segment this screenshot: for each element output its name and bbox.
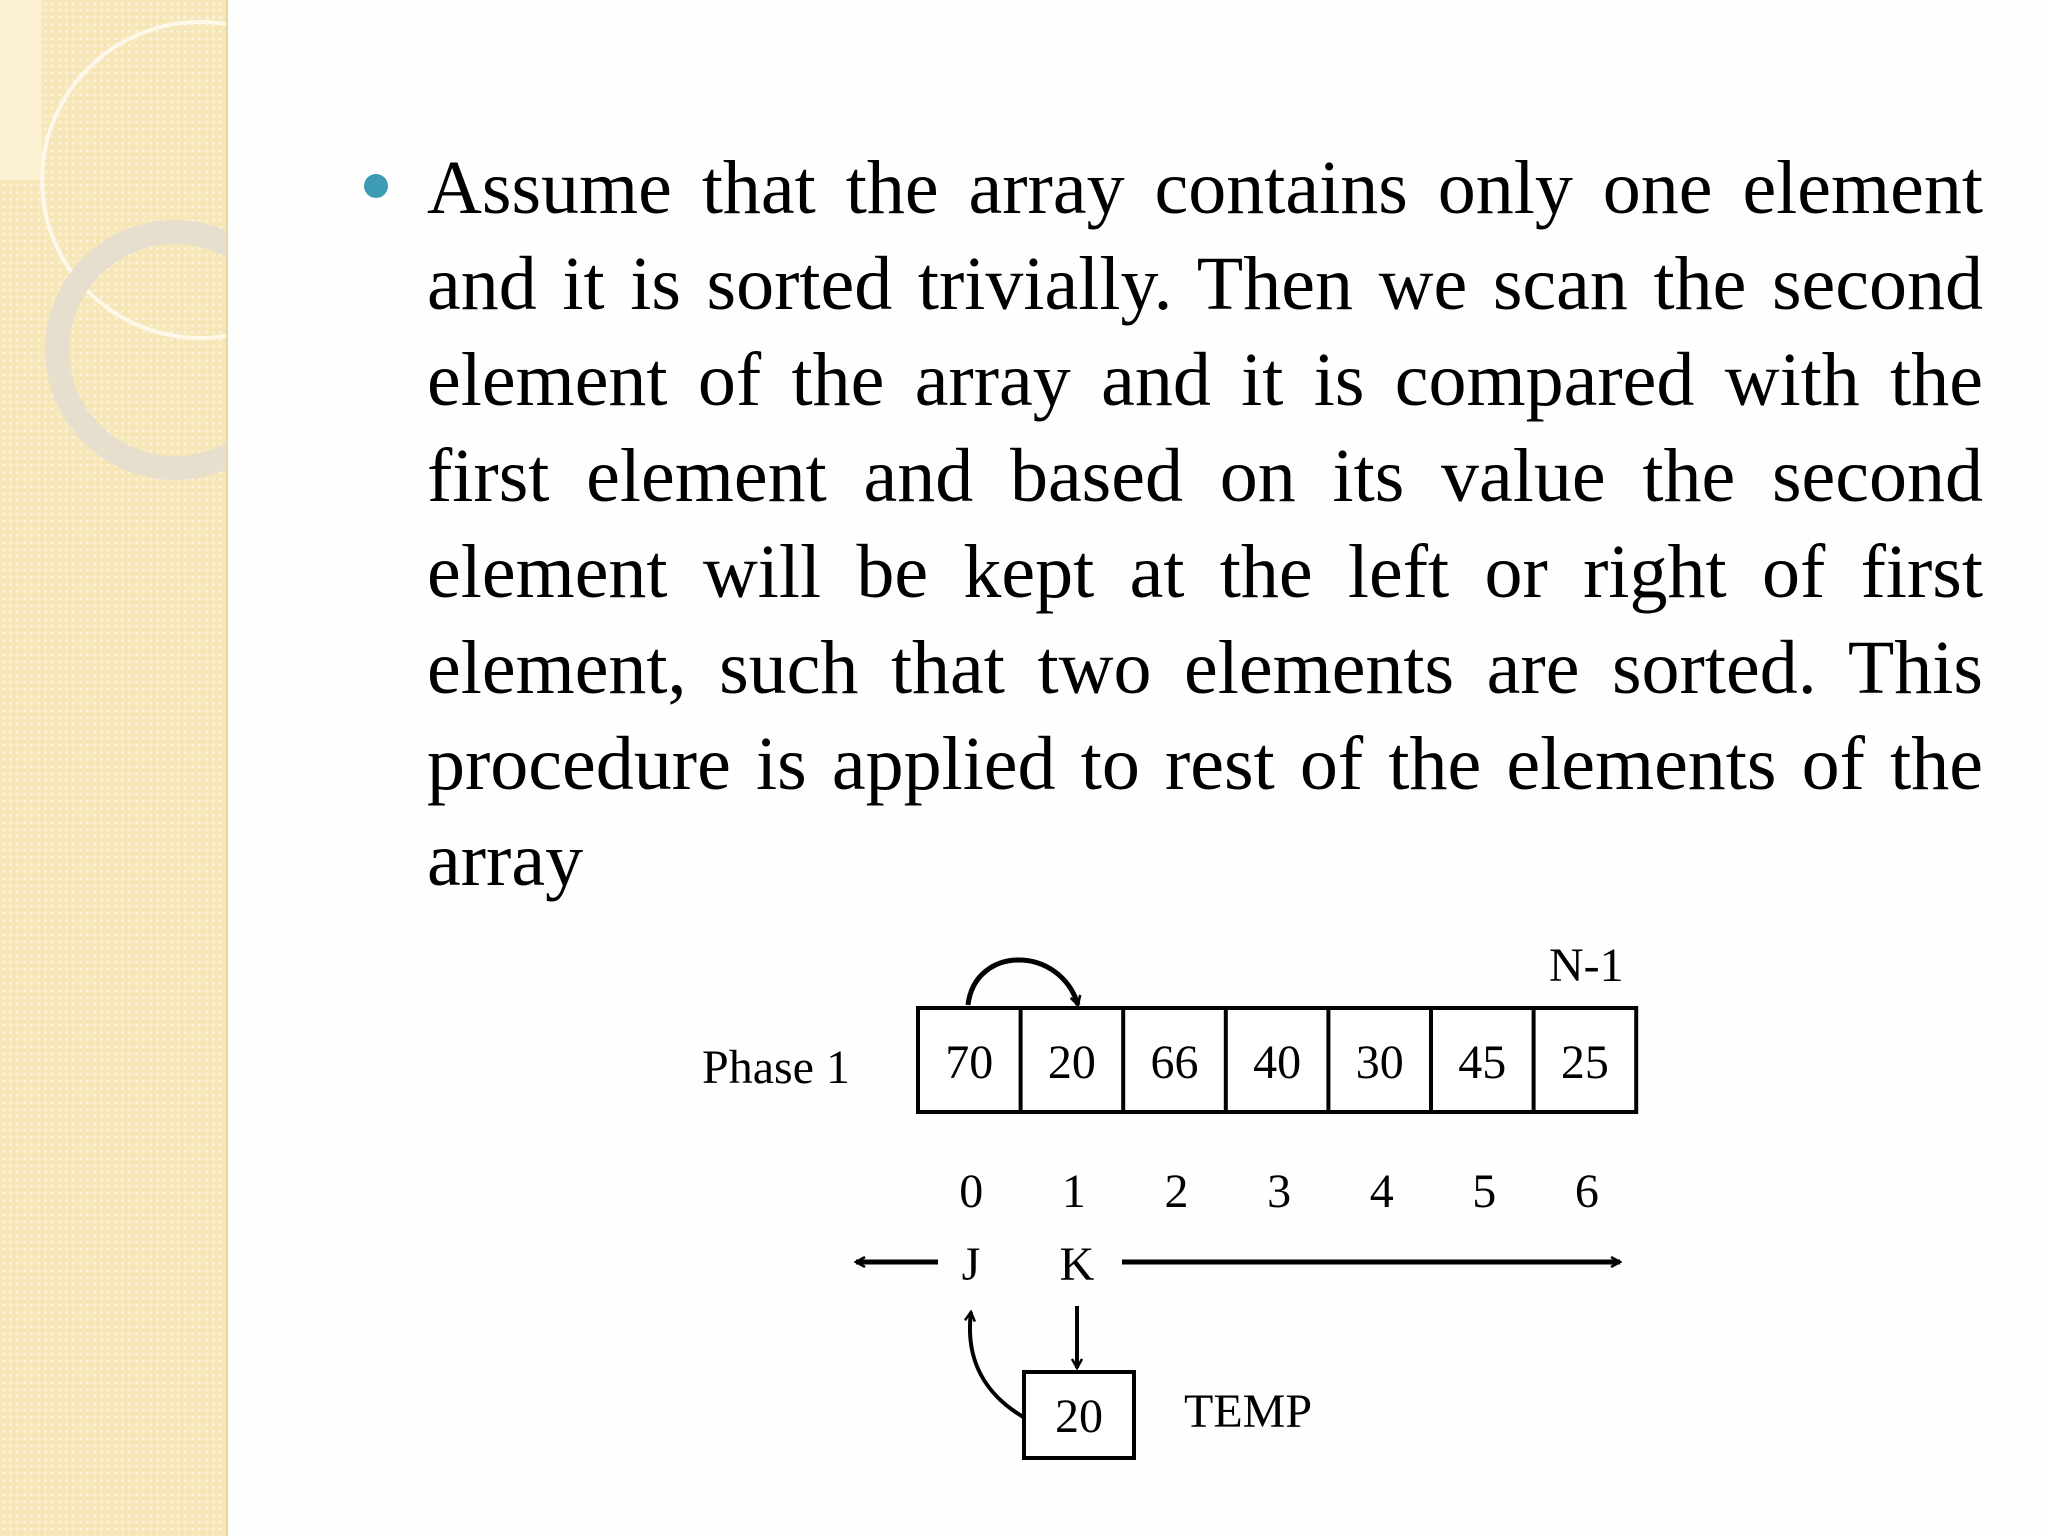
temp-to-j-arrow <box>970 1312 1025 1418</box>
bullet-paragraph: Assume that the array contains only one element and it is sorted trivially. Then we scan the second element of the array and it is compared with the first element and based on its value the second element will be kept at the left or right of first element, such that two elements are sorted. This procedure is applied to rest of the elements of the array <box>427 146 1983 902</box>
array-cell-value: 40 <box>1253 1036 1302 1089</box>
array-cell-value: 25 <box>1560 1036 1609 1089</box>
array-cell-value: 66 <box>1150 1036 1199 1089</box>
array-cell-value: 30 <box>1355 1036 1404 1089</box>
temp-label: TEMP <box>1184 1385 1313 1438</box>
array-cell-value: 20 <box>1047 1036 1096 1089</box>
index-labels <box>959 1165 1599 1218</box>
array-index-label: 6 <box>1574 1165 1599 1218</box>
temp-value: 20 <box>1055 1390 1103 1443</box>
array-cell-value: 45 <box>1458 1036 1507 1089</box>
array-index-label: 3 <box>1267 1165 1292 1218</box>
array-index-label: 5 <box>1472 1165 1497 1218</box>
array-index-label: 2 <box>1164 1165 1189 1218</box>
j-label: J <box>961 1238 981 1291</box>
array-cell-value: 70 <box>945 1036 994 1089</box>
array-index-label: 0 <box>959 1165 984 1218</box>
array-index-label: 1 <box>1061 1165 1086 1218</box>
array-index-label: 4 <box>1369 1165 1394 1218</box>
compare-arrow <box>968 960 1078 1005</box>
k-label: K <box>1059 1238 1095 1291</box>
n-minus-1-label: N-1 <box>1549 939 1624 992</box>
phase-label: Phase 1 <box>702 1041 850 1094</box>
array-cells <box>918 1008 1636 1112</box>
